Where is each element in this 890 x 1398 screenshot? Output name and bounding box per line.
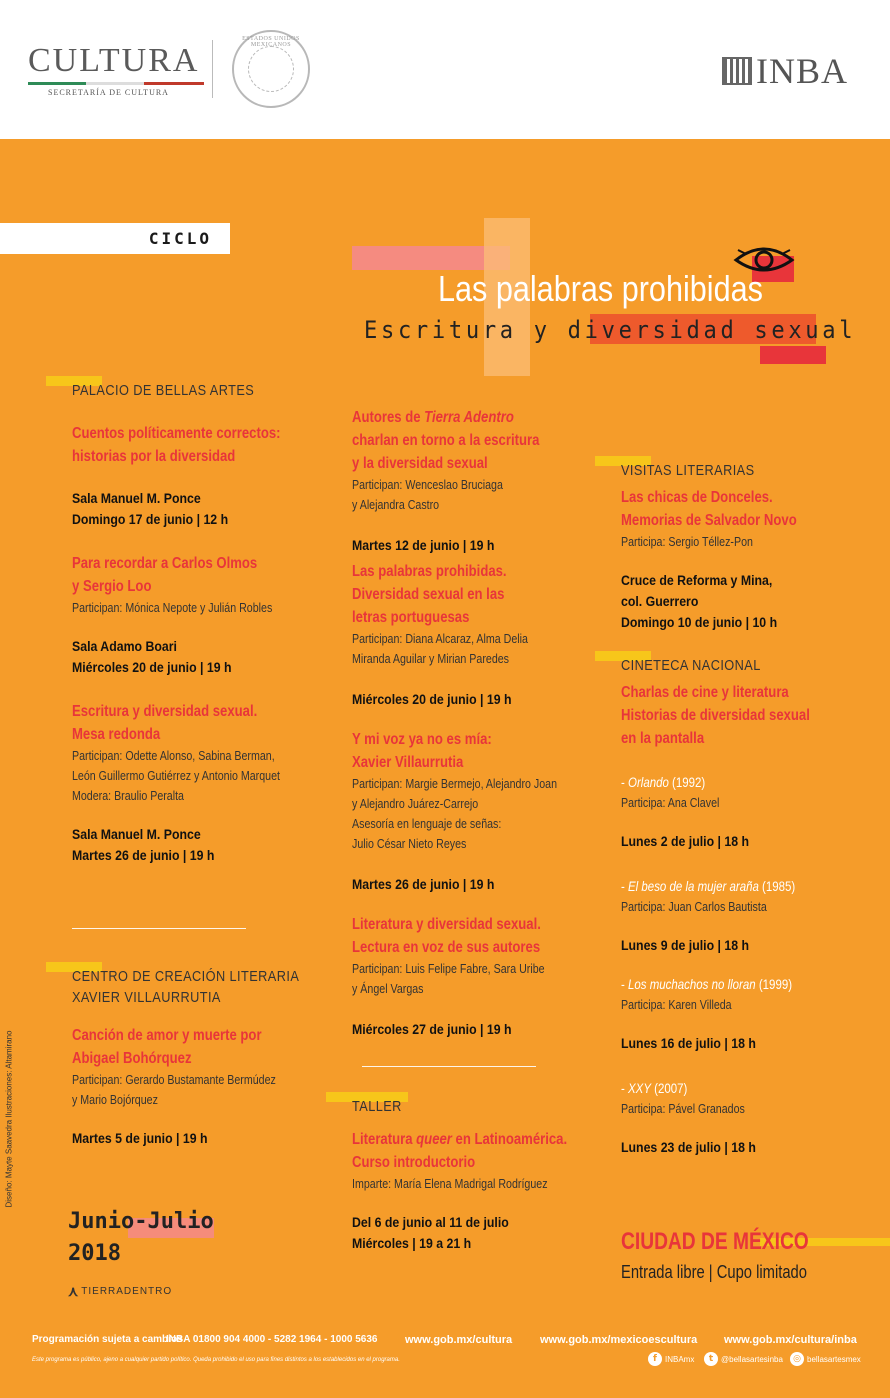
footer-disclaimer: Programación sujeta a cambios bbox=[32, 1334, 183, 1345]
cultura-subtitle: SECRETARÍA DE CULTURA bbox=[48, 88, 169, 97]
film-participant: Participa: Karen Villeda bbox=[621, 997, 732, 1012]
event-participants: Miranda Aguilar y Mirian Paredes bbox=[352, 651, 510, 666]
city-name: CIUDAD DE MÉXICO bbox=[621, 1228, 809, 1255]
section-cineteca bbox=[621, 657, 785, 675]
event-venue: Sala Manuel M. Ponce bbox=[72, 490, 201, 506]
event-venue: Cruce de Reforma y Mina, bbox=[621, 572, 773, 588]
cycle-months: Junio-Julio bbox=[68, 1209, 214, 1234]
film-participant: Participa: Juan Carlos Bautista bbox=[621, 899, 767, 914]
event-date: Miércoles 27 de junio | 19 h bbox=[352, 1021, 512, 1037]
footer-url-inba[interactable]: www.gob.mx/cultura/inba bbox=[724, 1334, 857, 1346]
cultura-logo bbox=[28, 42, 204, 97]
event-title: y Sergio Loo bbox=[72, 578, 152, 595]
footer-url-mexicoescultura[interactable]: www.gob.mx/mexicoescultura bbox=[540, 1334, 698, 1346]
film-title: - XXY (2007) bbox=[621, 1080, 688, 1096]
event-schedule: Miércoles | 19 a 21 h bbox=[352, 1235, 472, 1251]
event-venue: Sala Manuel M. Ponce bbox=[72, 826, 201, 842]
film-title: - El beso de la mujer araña (1985) bbox=[621, 878, 796, 894]
event-title: en la pantalla bbox=[621, 730, 705, 747]
inba-logo bbox=[722, 50, 848, 92]
event-instructor: Imparte: María Elena Madrigal Rodríguez bbox=[352, 1176, 548, 1191]
event-title: Escritura y diversidad sexual. bbox=[72, 703, 258, 720]
tierra-adentro-text: TIERRADENTRO bbox=[81, 1286, 173, 1297]
section-taller bbox=[352, 1098, 411, 1116]
section-visitas bbox=[621, 462, 778, 480]
event-title: Literatura queer en Latinoamérica. bbox=[352, 1131, 568, 1148]
seal-text: ESTADOS UNIDOS MEXICANOS bbox=[242, 36, 300, 48]
event-participants: y Alejandro Juárez-Carrejo bbox=[352, 796, 479, 811]
design-credit: Diseño: Mayte Saavedra Ilustraciones: Altamirano bbox=[4, 1030, 14, 1208]
social-twitter[interactable]: t @bellasartesinba bbox=[704, 1352, 783, 1366]
event-title: Charlas de cine y literatura bbox=[621, 684, 789, 701]
social-facebook[interactable]: f INBAmx bbox=[648, 1352, 694, 1366]
event-title: Literatura y diversidad sexual. bbox=[352, 916, 541, 933]
inba-building-icon bbox=[722, 57, 752, 85]
section-bellas-artes bbox=[72, 382, 286, 400]
event-date: Martes 5 de junio | 19 h bbox=[72, 1130, 208, 1146]
event-date: Miércoles 20 de junio | 19 h bbox=[72, 659, 232, 675]
event-title: Abigael Bohórquez bbox=[72, 1050, 192, 1067]
column-left-lower bbox=[72, 968, 332, 1149]
film-title: - Orlando (1992) bbox=[621, 774, 706, 790]
cycle-title: Las palabras prohibidas bbox=[438, 268, 763, 309]
event-date: Martes 26 de junio | 19 h bbox=[352, 876, 495, 892]
event-title: y la diversidad sexual bbox=[352, 455, 488, 472]
instagram-icon: ◎ bbox=[790, 1352, 804, 1366]
event-participants: Participa: Sergio Téllez-Pon bbox=[621, 534, 753, 549]
event-venue: col. Guerrero bbox=[621, 593, 699, 609]
event-participants: y Mario Bojórquez bbox=[72, 1092, 158, 1107]
mexico-seal-icon bbox=[232, 30, 310, 108]
section-title: PALACIO DE BELLAS ARTES bbox=[72, 382, 255, 399]
cultura-underline bbox=[28, 82, 204, 85]
social-instagram[interactable]: ◎ bellasartesmex bbox=[790, 1352, 861, 1366]
event-participants: Participan: Luis Felipe Fabre, Sara Uribe bbox=[352, 961, 545, 976]
film-title: - Los muchachos no lloran (1999) bbox=[621, 976, 793, 992]
event-title: Y mi voz ya no es mía: bbox=[352, 731, 492, 748]
film-date: Lunes 23 de julio | 18 h bbox=[621, 1139, 756, 1155]
tierra-adentro-icon: ⋏ bbox=[68, 1283, 80, 1299]
event-title: charlan en torno a la escritura bbox=[352, 432, 540, 449]
section-title: TALLER bbox=[352, 1098, 402, 1115]
event-title: historias por la diversidad bbox=[72, 448, 236, 465]
event-participants: Participan: Mónica Nepote y Julián Robles bbox=[72, 600, 273, 615]
event-participants: Participan: Diana Alcaraz, Alma Delia bbox=[352, 631, 528, 646]
event-title: Las chicas de Donceles. bbox=[621, 489, 773, 506]
event-date: Martes 26 de junio | 19 h bbox=[72, 847, 215, 863]
event-title: Autores de Tierra Adentro bbox=[352, 409, 514, 426]
event-date: Martes 12 de junio | 19 h bbox=[352, 537, 495, 553]
event-participants: Julio César Nieto Reyes bbox=[352, 836, 467, 851]
event-date: Domingo 17 de junio | 12 h bbox=[72, 511, 229, 527]
magazine-name: Tierra Adentro bbox=[424, 409, 514, 426]
cultura-wordmark: CULTURA bbox=[28, 42, 200, 79]
cycle-subtitle: Escritura y diversidad sexual bbox=[364, 316, 857, 344]
tierra-adentro-logo bbox=[68, 1283, 172, 1300]
cycle-dates bbox=[68, 1206, 214, 1270]
event-title: Mesa redonda bbox=[72, 726, 161, 743]
event-title: Xavier Villaurrutia bbox=[352, 754, 464, 771]
section-centro-creacion bbox=[72, 968, 339, 986]
event-date: Miércoles 20 de junio | 19 h bbox=[352, 691, 512, 707]
footer-legal: Este programa es público, ajeno a cualquier partido político. Queda prohibido el uso para fines distintos a los establecidos en el programa. bbox=[32, 1357, 400, 1363]
deco-red-bar-bottom bbox=[760, 346, 826, 364]
event-title: Canción de amor y muerte por bbox=[72, 1027, 262, 1044]
film-date: Lunes 9 de julio | 18 h bbox=[621, 937, 750, 953]
ciclo-banner bbox=[0, 223, 230, 254]
event-title: Las palabras prohibidas. bbox=[352, 563, 507, 580]
event-participants: Asesoría en lenguaje de señas: bbox=[352, 816, 502, 831]
event-title: Historias de diversidad sexual bbox=[621, 707, 810, 724]
separator-line bbox=[362, 1066, 536, 1067]
event-participants: y Alejandra Castro bbox=[352, 497, 440, 512]
footer-phone: INBA 01800 904 4000 - 5282 1964 - 1000 5636 bbox=[166, 1334, 378, 1345]
facebook-icon: f bbox=[648, 1352, 662, 1366]
event-title: Lectura en voz de sus autores bbox=[352, 939, 541, 956]
event-title: Diversidad sexual en las bbox=[352, 586, 505, 603]
event-title: Para recordar a Carlos Olmos bbox=[72, 555, 258, 572]
seal-eagle-icon bbox=[248, 46, 294, 92]
event-title: Cuentos políticamente correctos: bbox=[72, 425, 281, 442]
event-title: Curso introductorio bbox=[352, 1154, 476, 1171]
event-participants: Participan: Margie Bermejo, Alejandro Joan bbox=[352, 776, 558, 791]
section-title: CINETECA NACIONAL bbox=[621, 657, 761, 674]
film-date: Lunes 2 de julio | 18 h bbox=[621, 833, 750, 849]
logo-divider bbox=[212, 40, 213, 98]
event-title: letras portuguesas bbox=[352, 609, 470, 626]
admission-info: Entrada libre | Cupo limitado bbox=[621, 1262, 807, 1282]
header bbox=[0, 0, 890, 139]
event-participants: y Ángel Vargas bbox=[352, 981, 424, 996]
section-title: CENTRO DE CREACIÓN LITERARIA bbox=[72, 968, 300, 985]
footer-url-cultura[interactable]: www.gob.mx/cultura bbox=[405, 1334, 513, 1346]
event-participants: Participan: Wenceslao Bruciaga bbox=[352, 477, 503, 492]
ciclo-label: CICLO bbox=[148, 229, 212, 248]
cycle-year: 2018 bbox=[68, 1241, 121, 1266]
inba-wordmark: INBA bbox=[756, 51, 848, 91]
column-left bbox=[72, 382, 332, 866]
section-title: VISITAS LITERARIAS bbox=[621, 462, 755, 479]
separator-line bbox=[72, 928, 246, 929]
twitter-icon: t bbox=[704, 1352, 718, 1366]
event-date: Domingo 10 de junio | 10 h bbox=[621, 614, 778, 630]
section-title: XAVIER VILLAURRUTIA bbox=[72, 989, 221, 1006]
event-date: Del 6 de junio al 11 de julio bbox=[352, 1214, 509, 1230]
column-right bbox=[621, 462, 881, 1158]
film-participant: Participa: Pável Granados bbox=[621, 1101, 745, 1116]
event-participants: Participan: Odette Alonso, Sabina Berman, bbox=[72, 748, 275, 763]
column-middle-lower bbox=[352, 1098, 612, 1254]
column-middle bbox=[352, 406, 612, 1040]
film-date: Lunes 16 de julio | 18 h bbox=[621, 1035, 756, 1051]
event-participants: Participan: Gerardo Bustamante Bermúdez bbox=[72, 1072, 276, 1087]
film-participant: Participa: Ana Clavel bbox=[621, 795, 720, 810]
event-participants: León Guillermo Gutiérrez y Antonio Marquet bbox=[72, 768, 280, 783]
event-venue: Sala Adamo Boari bbox=[72, 638, 177, 654]
event-moderator: Modera: Braulio Peralta bbox=[72, 788, 184, 803]
event-title: Memorias de Salvador Novo bbox=[621, 512, 797, 529]
